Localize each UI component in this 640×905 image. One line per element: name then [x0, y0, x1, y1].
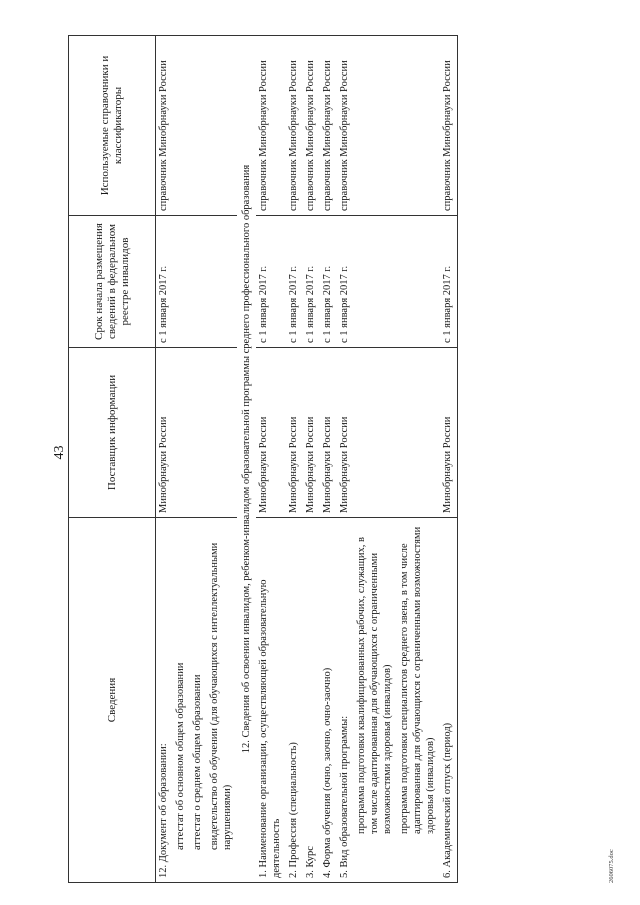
table-row — [354, 36, 397, 883]
row-info: 5. Вид образовательной программы: — [337, 518, 354, 883]
table-row — [190, 36, 207, 883]
row-info: программа подготовки специалистов среднего звена, в том числе адаптированная для обучающихся с ограниченными возможностями здоровья (инвалидов) — [397, 518, 440, 883]
row-start-date: с 1 января 2017 г. — [286, 216, 303, 348]
table-row — [256, 36, 286, 883]
table-row — [207, 36, 237, 883]
header-references: Используемые справочники и классификаторы — [69, 36, 156, 216]
table-row — [440, 36, 458, 883]
header-info: Сведения — [69, 518, 156, 883]
file-code: 2606075.doc — [608, 849, 615, 883]
row-start-date: с 1 января 2017 г. — [156, 216, 174, 348]
row-start-date: с 1 января 2017 г. — [337, 216, 354, 348]
row-provider: Минобрнауки России — [156, 348, 174, 518]
row-info: 4. Форма обучения (очно, заочно, очно-заочно) — [320, 518, 337, 883]
table-row — [320, 36, 337, 883]
row-provider: Минобрнауки России — [440, 348, 458, 518]
row-reference — [190, 36, 207, 216]
row-reference: справочник Минобрнауки России — [303, 36, 320, 216]
row-provider — [354, 348, 397, 518]
row-provider — [190, 348, 207, 518]
table-row — [337, 36, 354, 883]
table-row — [286, 36, 303, 883]
header-start-date: Срок начала размещения сведений в федеральном реестре инвалидов — [69, 216, 156, 348]
row-start-date — [397, 216, 440, 348]
row-reference: справочник Минобрнауки России — [440, 36, 458, 216]
section-title-row — [237, 36, 256, 883]
row-start-date: с 1 января 2017 г. — [320, 216, 337, 348]
row-provider: Минобрнауки России — [286, 348, 303, 518]
row-start-date — [354, 216, 397, 348]
row-provider: Минобрнауки России — [256, 348, 286, 518]
table-row — [156, 36, 174, 883]
row-provider: Минобрнауки России — [303, 348, 320, 518]
row-info: 1. Наименование организации, осуществляющей образовательную деятельность — [256, 518, 286, 883]
row-reference — [173, 36, 190, 216]
row-reference — [397, 36, 440, 216]
row-info: аттестат о среднем общем образовании — [190, 518, 207, 883]
row-info: свидетельство об обучении (для обучающихся с интеллектуальными нарушениями) — [207, 518, 237, 883]
row-start-date — [173, 216, 190, 348]
row-info: аттестат об основном общем образовании — [173, 518, 190, 883]
row-info: программа подготовки квалифицированных рабочих, служащих, в том числе адаптированная для обучающихся с ограниченными возможностями здоровья (инвалидов) — [354, 518, 397, 883]
table-row — [397, 36, 440, 883]
row-reference: справочник Минобрнауки России — [320, 36, 337, 216]
row-start-date: с 1 января 2017 г. — [440, 216, 458, 348]
row-info: 3. Курс — [303, 518, 320, 883]
row-start-date — [207, 216, 237, 348]
header-provider: Поставщик информации — [69, 348, 156, 518]
row-reference: справочник Минобрнауки России — [337, 36, 354, 216]
table-row — [173, 36, 190, 883]
row-provider: Минобрнауки России — [337, 348, 354, 518]
row-start-date: с 1 января 2017 г. — [303, 216, 320, 348]
row-info: 6. Академический отпуск (период) — [440, 518, 458, 883]
row-reference — [207, 36, 237, 216]
row-start-date: с 1 января 2017 г. — [256, 216, 286, 348]
row-provider: Минобрнауки России — [320, 348, 337, 518]
row-provider — [173, 348, 190, 518]
row-reference — [354, 36, 397, 216]
page-number: 43 — [52, 445, 67, 460]
data-table — [68, 35, 458, 883]
row-provider — [397, 348, 440, 518]
row-reference: справочник Минобрнауки России — [156, 36, 174, 216]
row-reference: справочник Минобрнауки России — [286, 36, 303, 216]
table-row — [303, 36, 320, 883]
table-header-row — [69, 36, 156, 883]
row-info: 12. Документ об образовании: — [156, 518, 174, 883]
section-title: 12. Сведения об освоении инвалидом, ребенком-инвалидом образовательной программы среднего профессионального образования — [237, 36, 256, 883]
row-reference: справочник Минобрнауки России — [256, 36, 286, 216]
row-provider — [207, 348, 237, 518]
row-start-date — [190, 216, 207, 348]
row-info: 2. Профессия (специальность) — [286, 518, 303, 883]
